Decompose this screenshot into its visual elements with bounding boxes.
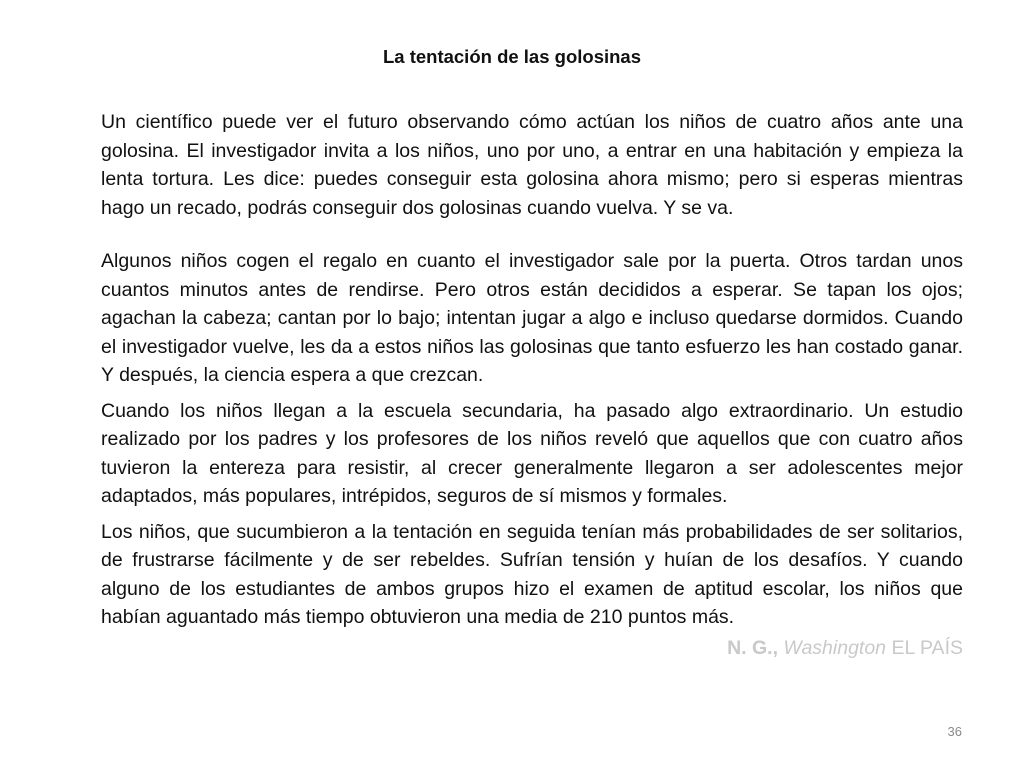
signature-city: Washington bbox=[783, 636, 887, 659]
paragraph-4: Los niños, que sucumbieron a la tentación en seguida tenían más probabilidades de ser solitarios, de frustrarse fácilmente y de ser rebeldes. Sufrían tensión y huían de los desafíos. Y cuando alguno de los estudiantes de ambos grupos hizo el examen de aptitud escolar, los niños que habían aguantado más tiempo obtuvieron una media de 210 puntos más. bbox=[101, 520, 963, 628]
paragraph-3: Cuando los niños llegan a la escuela secundaria, ha pasado algo extraordinario. Un estudio realizado por los padres y los profesores de los niños reveló que aquellos que con cuatro años tuvieron la entereza para resistir, al crecer generalmente llegaron a ser adolescentes mejor adaptados, más populares, intrépidos, seguros de sí mismos y formales. bbox=[101, 399, 963, 507]
slide-title: La tentación de las golosinas bbox=[382, 46, 642, 67]
article-body bbox=[101, 108, 963, 662]
article-signature bbox=[101, 634, 963, 663]
signature-initials: N. G., bbox=[727, 636, 778, 659]
paragraph-2: Algunos niños cogen el regalo en cuanto el investigador sale por la puerta. Otros tardan unos cuantos minutos antes de rendirse. Pero otros están decididos a esperar. Se tapan los ojos; agachan la cabeza; cantan por lo bajo; intentan jugar a algo e incluso quedarse dormidos. Cuando el investigador vuelve, les da a estos niños las golosinas que tanto esfuerzo les han costado ganar. Y después, la ciencia espera a que crezcan. bbox=[101, 250, 963, 386]
signature-source: EL PAÍS bbox=[891, 636, 963, 659]
page-number: 36 bbox=[947, 724, 962, 739]
paragraph-1: Un científico puede ver el futuro observando cómo actúan los niños de cuatro años ante una golosina. El investigador invita a los niños, uno por uno, a entrar en una habitación y empieza la lenta tortura. Les dice: puedes conseguir esta golosina ahora mismo; pero si esperas mientras hago un recado, podrás conseguir dos golosinas cuando vuelva. Y se va. bbox=[101, 111, 963, 219]
